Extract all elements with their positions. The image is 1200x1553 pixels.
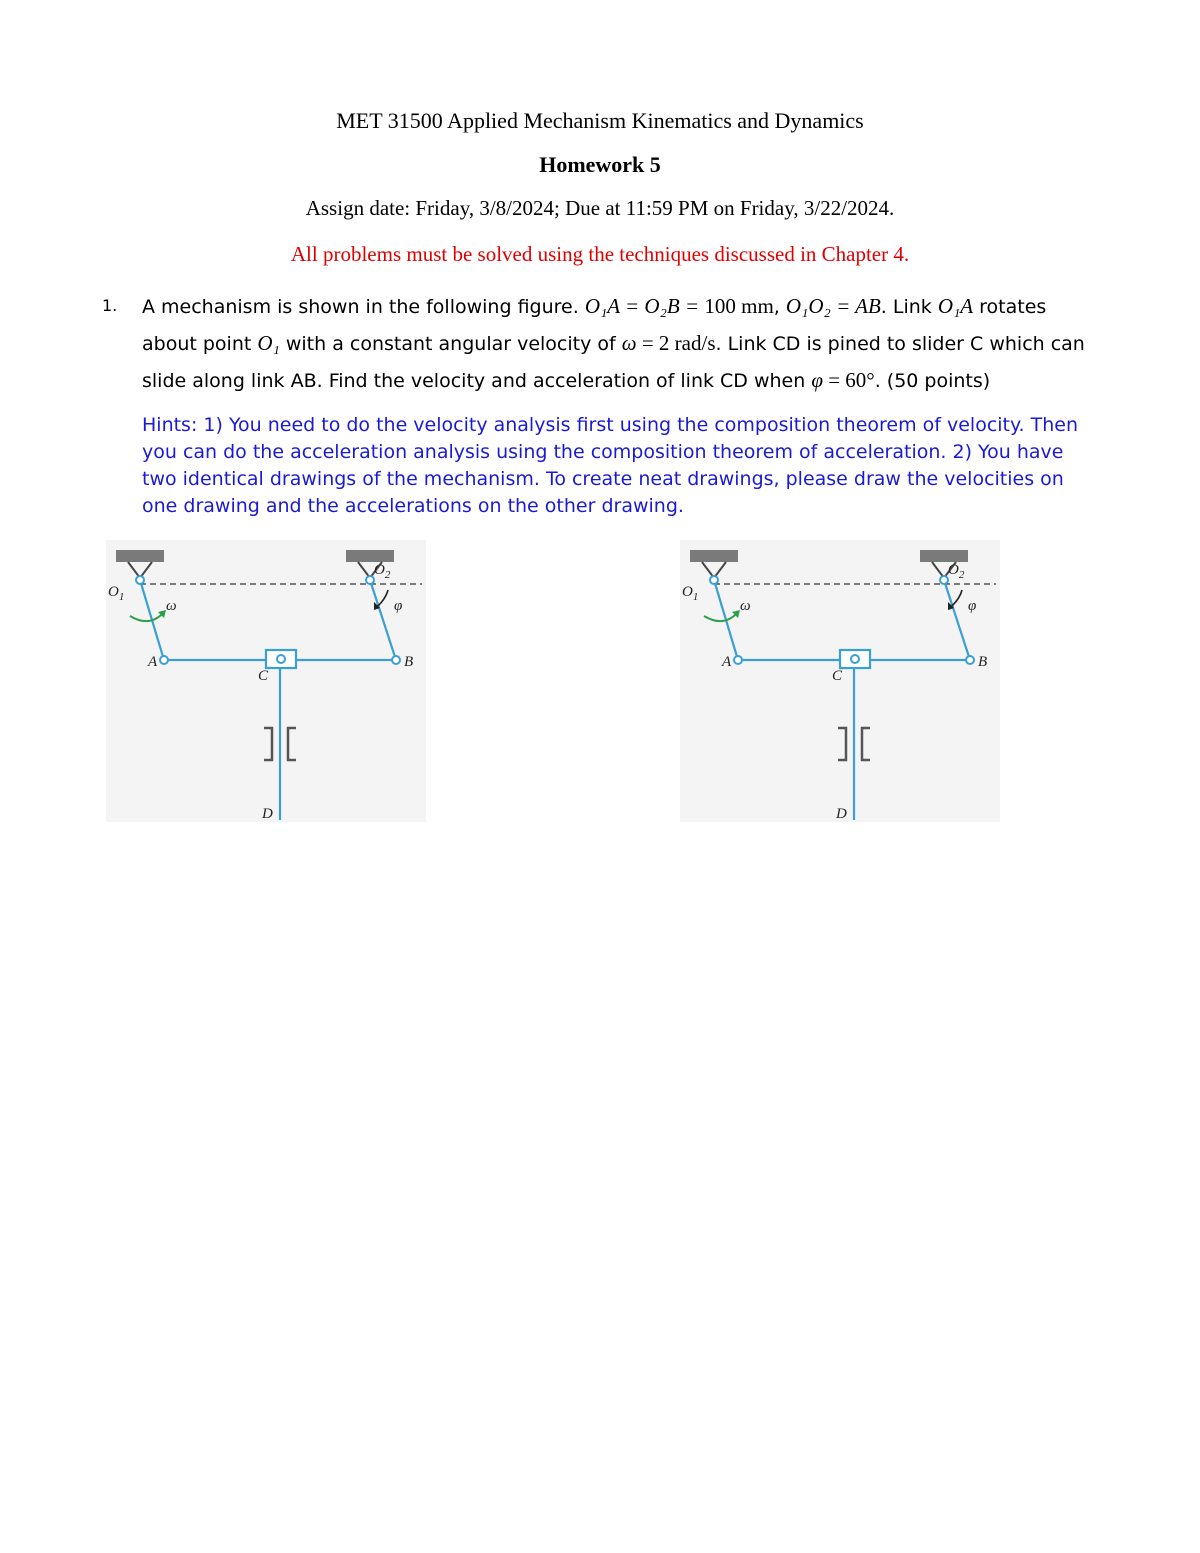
ground-support-o1 [690,550,738,562]
joint-c [277,655,285,663]
mechanism-figure-velocity [106,540,426,822]
assign-date-line: Assign date: Friday, 3/8/2024; Due at 11:59 PM on Friday, 3/22/2024. [305,196,895,220]
label-c: C [258,668,269,684]
problem-text [142,288,1102,399]
ground-support-o1 [116,550,164,562]
problem-text-part: . (50 points) [874,370,991,392]
label-b: B [978,654,988,670]
label-a: A [148,654,158,670]
label-b: B [404,654,414,670]
label-d: D [836,806,847,822]
equation-lengths: O₁A = O₂B = [584,294,705,318]
problem-number: 1. [102,296,118,315]
joint-o2 [366,576,374,584]
label-o2: $O_2$ [374,562,391,581]
omega-symbol: ω [621,331,637,355]
problem-text-part: . Link [880,296,938,318]
joint-a [160,656,168,664]
phi-value: = 60° [822,368,875,392]
label-omega: ω [166,598,177,614]
length-value: 100 mm [704,294,774,318]
phi-symbol: φ [811,368,823,392]
joint-b [966,656,974,664]
joint-a [734,656,742,664]
problem-text-part: . Link CD is pined to slider C which can slide along link AB. Find the velocity and acceleration of link CD when [142,333,1085,392]
link-name: O₁A [937,294,974,318]
joint-c [851,655,859,663]
label-a: A [722,654,732,670]
homework-title: Homework 5 [539,152,661,177]
mechanism-figure-acceleration [680,540,1000,822]
separator: , [773,296,786,318]
label-omega: ω [740,598,751,614]
problem-text-part: with a constant angular velocity of [279,333,622,355]
joint-o2 [940,576,948,584]
label-phi: φ [968,598,977,614]
joint-o1 [710,576,718,584]
problem-text-part: rotates about point [142,296,1047,355]
problem-text-part: A mechanism is shown in the following figure. [142,296,585,318]
mechanism-diagram [106,540,426,822]
mechanism-diagram [680,540,1000,822]
hints-paragraph: Hints: 1) You need to do the velocity analysis first using the composition theorem of velocity. Then you can do the acceleration analysis using the composition theorem of acceleration. 2) You have two identical drawings of the mechanism. To create neat drawings, please draw the velocities on one drawing and the accelerations on the other drawing. [142,414,1078,517]
label-o1: $O_1$ [108,584,125,603]
label-c: C [832,668,843,684]
ground-support-o2 [920,550,968,562]
label-o1: $O_1$ [682,584,699,603]
chapter-notice: All problems must be solved using the techniques discussed in Chapter 4. [290,242,910,266]
problem-1 [102,288,1102,399]
label-o2: $O_2$ [948,562,965,581]
joint-b [392,656,400,664]
label-phi: φ [394,598,403,614]
label-d: D [262,806,273,822]
pivot-point: O₁ [257,331,280,355]
course-title: MET 31500 Applied Mechanism Kinematics and Dynamics [336,108,864,133]
ground-support-o2 [346,550,394,562]
joint-o1 [136,576,144,584]
omega-value: = 2 rad/s [636,331,716,355]
equation-o1o2: O₁O₂ = AB [785,294,881,318]
